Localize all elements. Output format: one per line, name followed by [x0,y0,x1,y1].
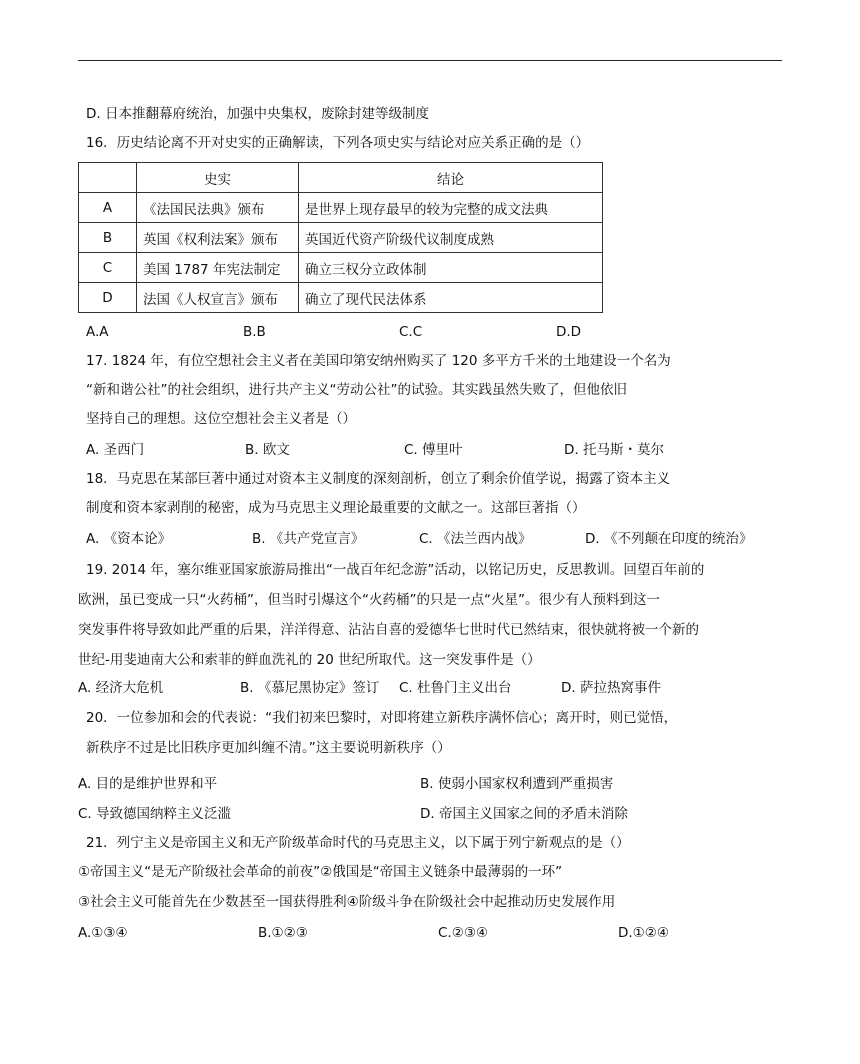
q20-line: 20．一位参加和会的代表说：“我们初来巴黎时，对即将建立新秩序满怀信心；离开时，则已觉悟， [86,710,678,726]
q19-option-a: A. 经济大危机 [78,680,164,696]
q20-option-c: C. 导致德国纳粹主义泛滥 [78,806,232,822]
table-header-cell [79,163,137,193]
table-row [79,223,603,253]
q16-stem: 16．历史结论离不开对史实的正确解读，下列各项史实与结论对应关系正确的是（） [86,135,590,151]
table-cell: 美国 1787 年宪法制定 [137,253,299,283]
q19-option-c: C. 杜鲁门主义出台 [399,680,512,696]
table-cell: 是世界上现存最早的较为完整的成文法典 [299,193,603,223]
table-cell: 《法国民法典》颁布 [137,193,299,223]
q19-line: 突发事件将导致如此严重的后果，洋洋得意、沾沾自喜的爱德华七世时代已然结束，很快就将被一个新的 [78,622,699,638]
q17-line: “新和谐公社”的社会组织，进行共产主义“劳动公社”的试验。其实践虽然失败了，但他依旧 [86,382,627,398]
q17-line: 17. 1824 年，有位空想社会主义者在美国印第安纳州购买了 120 多平方千米的土地建设一个名为 [86,353,671,369]
q21-line: ①帝国主义“是无产阶级社会革命的前夜”②俄国是“帝国主义链条中最薄弱的一环” [78,864,563,880]
q20-option-b: B. 使弱小国家权利遭到严重损害 [420,776,614,792]
q17-option-b: B. 欧文 [245,442,290,458]
q16-option-b: B.B [243,324,266,340]
q20-option-a: A. 目的是维护世界和平 [78,776,218,792]
table-cell: D [79,283,137,313]
q16-option-c: C.C [399,324,423,340]
q16-option-a: A.A [86,324,109,340]
table-cell: 确立三权分立政体制 [299,253,603,283]
q21-option-a: A.①③④ [78,925,128,941]
q17-option-a: A. 圣西门 [86,442,145,458]
table-cell: 英国近代资产阶级代议制度成熟 [299,223,603,253]
q19-line: 19. 2014 年，塞尔维亚国家旅游局推出“一战百年纪念游”活动，以铭记历史，反思教训。回望百年前的 [86,562,705,578]
q21-option-b: B.①②③ [258,925,308,941]
q19-option-b: B. 《慕尼黑协定》签订 [240,680,380,696]
q21-option-c: C.②③④ [438,925,489,941]
table-row [79,253,603,283]
table-cell: B [79,223,137,253]
table-row [79,283,603,313]
q17-line: 坚持自己的理想。这位空想社会主义者是（） [86,411,356,427]
table-cell: 英国《权利法案》颁布 [137,223,299,253]
table-cell: 确立了现代民法体系 [299,283,603,313]
q19-option-d: D. 萨拉热窝事件 [561,680,661,696]
q19-line: 欧洲，虽已变成一只“火药桶”，但当时引爆这个“火药桶”的只是一点“火星”。很少有人预料到这一 [78,592,660,608]
q18-option-d: D. 《不列颠在印度的统治》 [585,531,753,547]
q18-line: 制度和资本家剥削的秘密，成为马克思主义理论最重要的文献之一。这部巨著指（） [86,500,586,516]
q18-line: 18．马克思在某部巨著中通过对资本主义制度的深刻剖析，创立了剩余价值学说，揭露了资本主义 [86,471,671,487]
q21-line: 21．列宁主义是帝国主义和无产阶级革命时代的马克思主义，以下属于列宁新观点的是（） [86,835,630,851]
q15-option-d: D. 日本推翻幕府统治，加强中央集权，废除封建等级制度 [86,106,429,122]
q20-option-d: D. 帝国主义国家之间的矛盾未消除 [420,806,628,822]
header-rule [78,60,782,61]
q18-option-b: B. 《共产党宣言》 [252,531,365,547]
q16-table [78,162,603,313]
q21-option-d: D.①②④ [618,925,669,941]
table-cell: A [79,193,137,223]
q19-line: 世纪-用斐迪南大公和索菲的鲜血洗礼的 20 世纪所取代。这一突发事件是（） [78,652,541,668]
q17-option-d: D. 托马斯・莫尔 [564,442,664,458]
q18-option-c: C. 《法兰西内战》 [419,531,532,547]
table-header-row [79,163,603,193]
q21-line: ③社会主义可能首先在少数甚至一国获得胜利④阶级斗争在阶级社会中起推动历史发展作用 [78,894,616,910]
table-header-cell: 结论 [299,163,603,193]
table-header-cell: 史实 [137,163,299,193]
q18-option-a: A. 《资本论》 [86,531,172,547]
table-cell: 法国《人权宣言》颁布 [137,283,299,313]
table-row [79,193,603,223]
q17-option-c: C. 傅里叶 [404,442,463,458]
q16-option-d: D.D [556,324,582,340]
q20-line: 新秩序不过是比旧秩序更加纠缠不清。”这主要说明新秩序（） [86,740,451,756]
table-cell: C [79,253,137,283]
